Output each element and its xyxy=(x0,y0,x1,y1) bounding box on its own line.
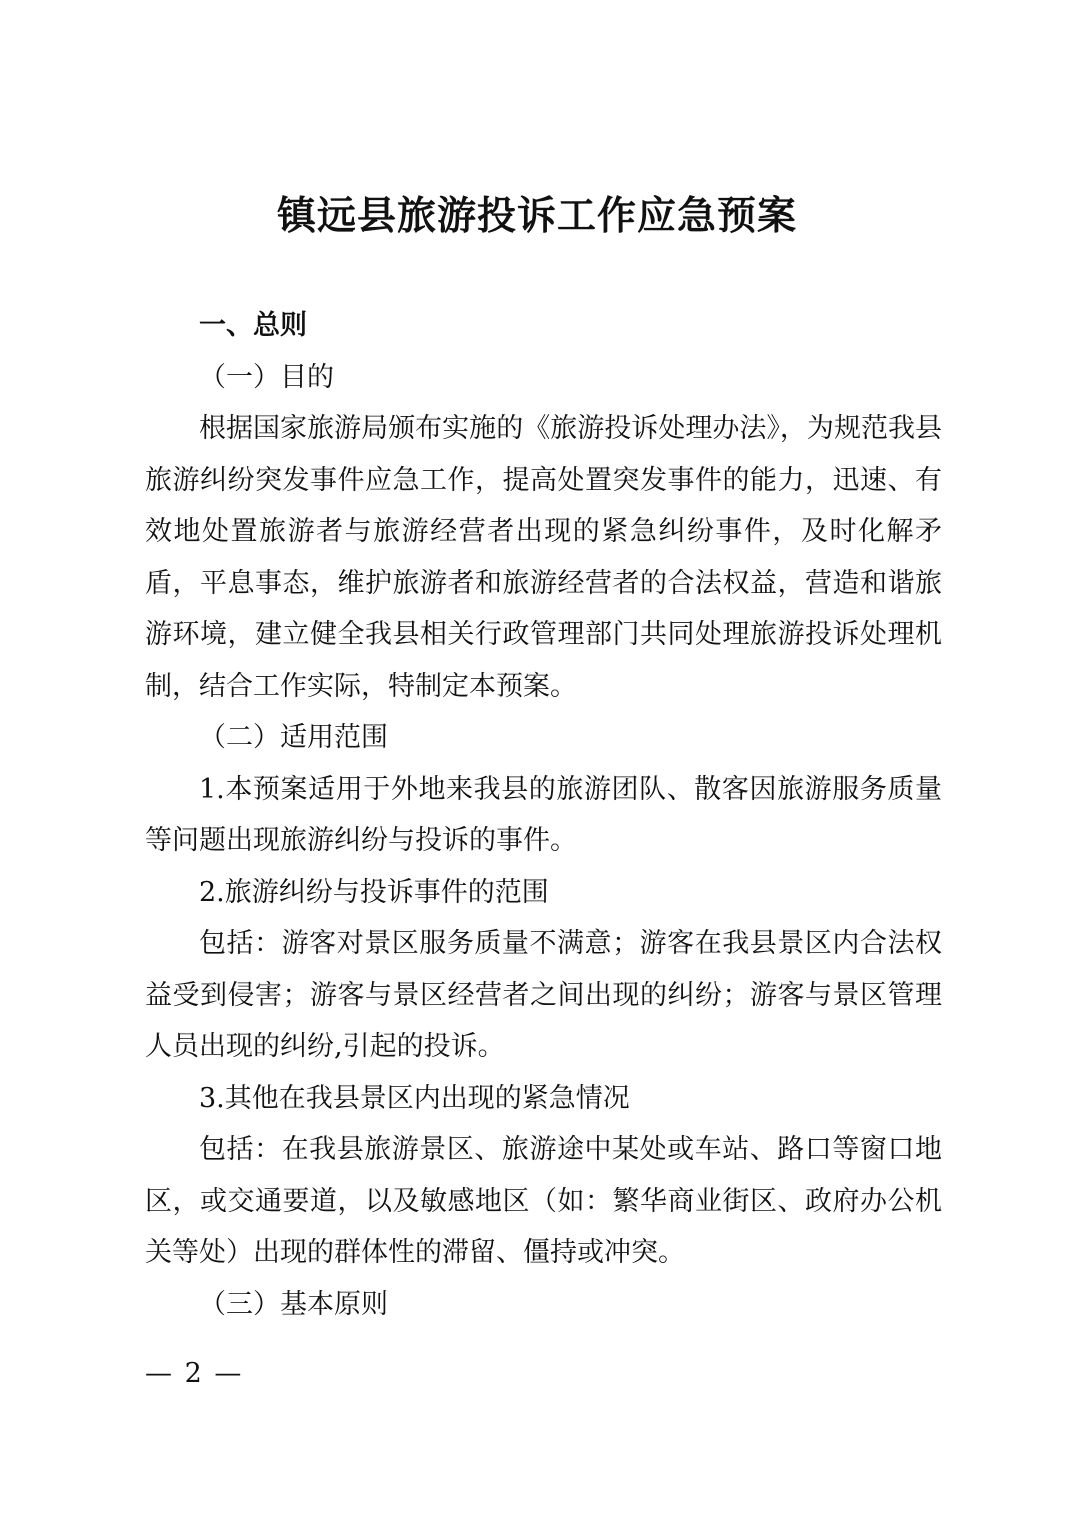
scope-item-3: 3.其他在我县景区内出现的紧急情况 xyxy=(199,1082,630,1114)
paragraph-purpose: 根据国家旅游局颁布实施的《旅游投诉处理办法》，为规范我县旅游纠纷突发事件应急工作，提高处置突发事件的能力，迅速、有效地处置旅游者与旅游经营者出现的紧急纠纷事件，及时化解矛盾，平息事态，维护旅游者和旅游经营者的合法权益，营造和谐旅游环境，建立健全我县相关行政管理部门共同处理旅游投诉处理机制，结合工作实际，特制定本预案。 xyxy=(145,413,942,702)
subsection-heading-principles: （三）基本原则 xyxy=(199,1288,388,1320)
scope-item-3-detail: 包括：在我县旅游景区、旅游途中某处或车站、路口等窗口地区，或交通要道，以及敏感地区（如：繁华商业街区、政府办公机关等处）出现的群体性的滞留、僵持或冲突。 xyxy=(145,1134,942,1268)
document-title: 镇远县旅游投诉工作应急预案 xyxy=(276,193,797,239)
page-number: — 2 — xyxy=(145,1358,244,1389)
scope-item-1: 1.本预案适用于外地来我县的旅游团队、散客因旅游服务质量等问题出现旅游纠纷与投诉的事件。 xyxy=(145,773,942,856)
section-heading-general: 一、总则 xyxy=(199,310,307,341)
subsection-heading-purpose: （一）目的 xyxy=(199,361,334,393)
document-body xyxy=(145,300,942,1330)
scope-item-2-detail: 包括：游客对景区服务质量不满意；游客在我县景区内合法权益受到侵害；游客与景区经营者之间出现的纠纷；游客与景区管理人员出现的纠纷,引起的投诉。 xyxy=(145,928,942,1062)
scope-item-2: 2.旅游纠纷与投诉事件的范围 xyxy=(199,876,549,908)
subsection-heading-scope: （二）适用范围 xyxy=(199,722,388,753)
